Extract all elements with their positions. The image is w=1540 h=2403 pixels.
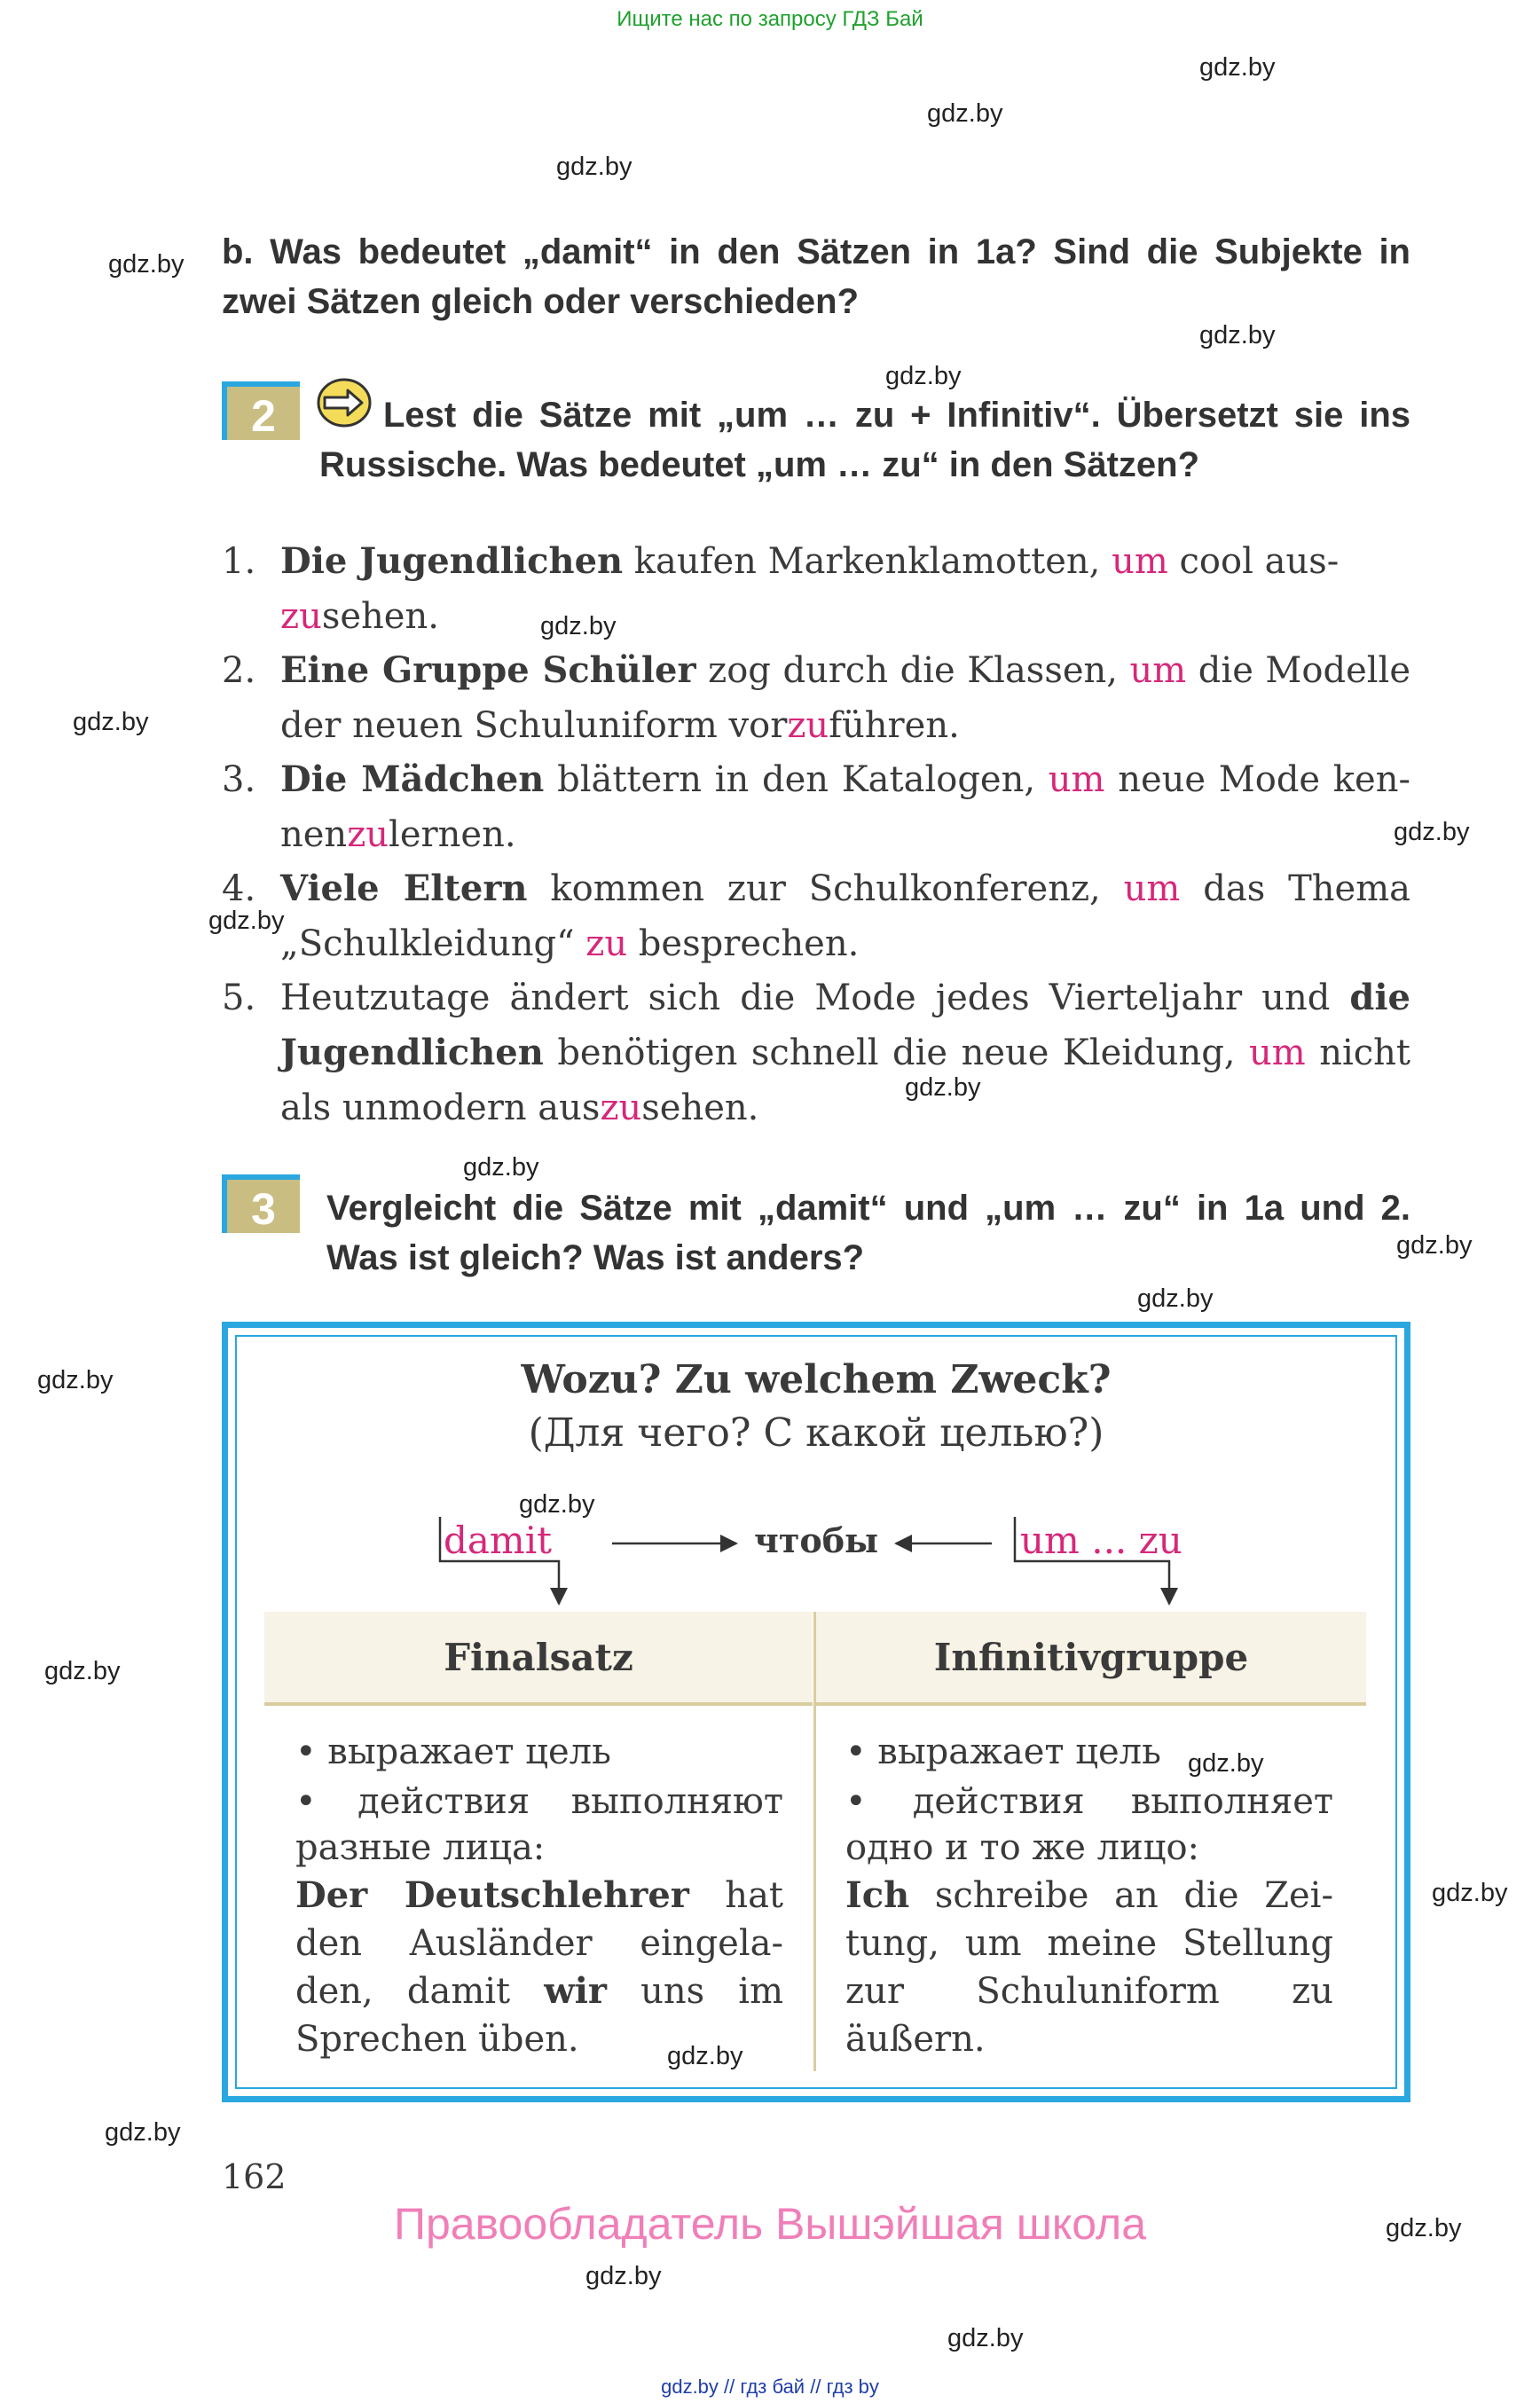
page-number: 162 <box>222 2157 287 2196</box>
list-item <box>222 861 1410 971</box>
col1-bullet-1: • выражает цель <box>295 1732 611 1772</box>
item-number: 1. <box>222 541 256 582</box>
item-text: benötigen schnell die neue Kleidung, <box>543 1033 1250 1073</box>
watermark: gdz.by <box>1188 1749 1264 1778</box>
item-text: lernen. <box>389 814 516 855</box>
item-subject: Die Jugendlichen <box>280 540 624 582</box>
item-subject: Eine Gruppe Schüler <box>280 649 696 691</box>
list-item <box>222 534 1410 644</box>
um-highlight: um <box>1123 868 1181 909</box>
task-2-instruction: Lest die Sätze mit „um … zu + Infinitiv“. Übersetzt sie ins Russische. Was bedeutet „um … zu“ in den Sätzen? <box>319 396 1410 484</box>
watermark: gdz.by <box>667 2042 743 2070</box>
watermark: gdz.by <box>1199 321 1276 349</box>
item-text: nicht als unmodern aus <box>280 1033 1410 1128</box>
item-text: cool aus- <box>1167 541 1340 582</box>
damit-label: damit <box>444 1519 553 1562</box>
item-text: kommen zur Schulkonferenz, <box>527 868 1124 909</box>
task-3-instruction: Vergleicht die Sätze mit „damit“ und „um … zu“ in 1a und 2. Was ist gleich? Was ist anders? <box>326 1189 1410 1277</box>
item-text: sehen. <box>641 1088 759 1128</box>
watermark: gdz.by <box>519 1490 595 1519</box>
footer-separator: // <box>810 2376 821 2398</box>
item-text: führen. <box>829 705 960 746</box>
item-number: 2. <box>222 650 256 691</box>
watermark: gdz.by <box>885 362 962 390</box>
watermark: gdz.by <box>947 2324 1024 2352</box>
zu-highlight: zu <box>787 705 829 746</box>
um-highlight: um <box>1112 541 1168 582</box>
col1-example <box>295 1872 783 2063</box>
task-1b-text: b. Was bedeutet „damit“ in den Sätzen in 1a? Sind die Subjekte in zwei Sätzen gleich oder verschieden? <box>222 232 1410 321</box>
um-highlight: um <box>1129 650 1187 691</box>
col1-header: Finalsatz <box>444 1636 633 1679</box>
watermark: gdz.by <box>108 250 185 279</box>
watermark: gdz.by <box>463 1153 539 1182</box>
item-subject: Viele Eltern <box>280 868 528 909</box>
task-number-badge: 3 <box>222 1174 300 1233</box>
footer-link[interactable]: gdz.by <box>661 2376 719 2398</box>
item-text: kaufen Markenklamotten, <box>623 541 1112 582</box>
item-text: die Modelle der neuen Schuluniform vor <box>280 650 1410 746</box>
example-subject: Der Deutschlehrer <box>295 1874 689 1916</box>
col1-bullet-2: • действия выполняют <box>295 1781 783 1822</box>
list-item <box>222 970 1410 1135</box>
example-text: hat den Ausländer eingela-den, damit <box>295 1875 783 2012</box>
list-item <box>222 643 1410 753</box>
footer-link[interactable]: гдз бай <box>740 2376 805 2398</box>
item-text: das Thema „Schulkleidung“ <box>280 868 1411 964</box>
copyright-notice: Правообладатель Вышэйшая школа <box>394 2199 1146 2249</box>
col1-bullet-2-cont: разные лица: <box>295 1827 546 1868</box>
task-number-badge: 2 <box>222 381 300 440</box>
item-number: 4. <box>222 868 256 909</box>
watermark: gdz.by <box>556 153 632 181</box>
zu-highlight: zu <box>600 1088 642 1128</box>
col2-bullet-2-cont: одно и то же лицо: <box>845 1827 1200 1868</box>
watermark: gdz.by <box>905 1073 981 1102</box>
zu-highlight: zu <box>280 596 322 637</box>
zu-highlight: zu <box>585 923 628 964</box>
um-highlight: um <box>1048 759 1105 800</box>
item-text: blättern in den Katalogen, <box>544 759 1049 800</box>
watermark: gdz.by <box>105 2118 181 2147</box>
footer-separator: // <box>724 2376 735 2398</box>
example-subject: wir <box>544 1970 607 2012</box>
rule-title: Wozu? Zu welchem Zweck? <box>521 1357 1112 1402</box>
item-text: zog durch die Klassen, <box>695 650 1130 691</box>
watermark: gdz.by <box>44 1657 121 1685</box>
list-item <box>222 752 1410 862</box>
watermark: gdz.by <box>927 99 1003 128</box>
watermark: gdz.by <box>37 1366 114 1394</box>
item-text: besprechen. <box>627 923 860 964</box>
watermark: gdz.by <box>540 612 617 640</box>
chtoby-label: чтобы <box>754 1520 879 1560</box>
item-text: sehen. <box>321 596 439 637</box>
watermark: gdz.by <box>1432 1879 1508 1907</box>
col2-example <box>845 1872 1333 2063</box>
example-subject: Ich <box>845 1874 910 1916</box>
watermark: gdz.by <box>1396 1231 1473 1260</box>
item-number: 3. <box>222 759 256 800</box>
watermark: gdz.by <box>1386 2214 1462 2242</box>
watermark: gdz.by <box>1394 818 1470 846</box>
example-text: schreibe an die Zei-tung, um meine Stellung zur Schuluniform zu äußern. <box>845 1875 1333 2060</box>
watermark: gdz.by <box>1137 1284 1214 1313</box>
col2-header: Infinitivgruppe <box>933 1636 1249 1679</box>
zu-highlight: zu <box>347 814 389 855</box>
col2-bullet-1: • выражает цель <box>845 1732 1161 1772</box>
example-text: uns im Sprechen üben. <box>295 1971 783 2060</box>
footer-links <box>0 2376 1540 2399</box>
rule-subtitle: (Для чего? С какой целью?) <box>528 1410 1104 1456</box>
top-note: Ищите нас по запросу ГДЗ Бай <box>617 7 923 31</box>
col2-bullet-2: • действия выполняет <box>845 1781 1333 1822</box>
item-number: 5. <box>222 978 256 1018</box>
umzu-label: um ... zu <box>1020 1519 1182 1562</box>
watermark: gdz.by <box>1199 53 1276 82</box>
um-highlight: um <box>1249 1033 1306 1073</box>
watermark: gdz.by <box>585 2262 662 2290</box>
watermark: gdz.by <box>208 907 285 935</box>
item-subject: die Jugendlichen <box>280 977 1410 1073</box>
item-text: neue Mode ken-nen <box>280 759 1410 855</box>
item-subject: Die Mädchen <box>280 758 545 800</box>
footer-link[interactable]: гдз by <box>826 2376 879 2398</box>
item-text: Heutzutage ändert sich die Mode jedes Vierteljahr und <box>280 978 1350 1018</box>
watermark: gdz.by <box>73 708 149 736</box>
